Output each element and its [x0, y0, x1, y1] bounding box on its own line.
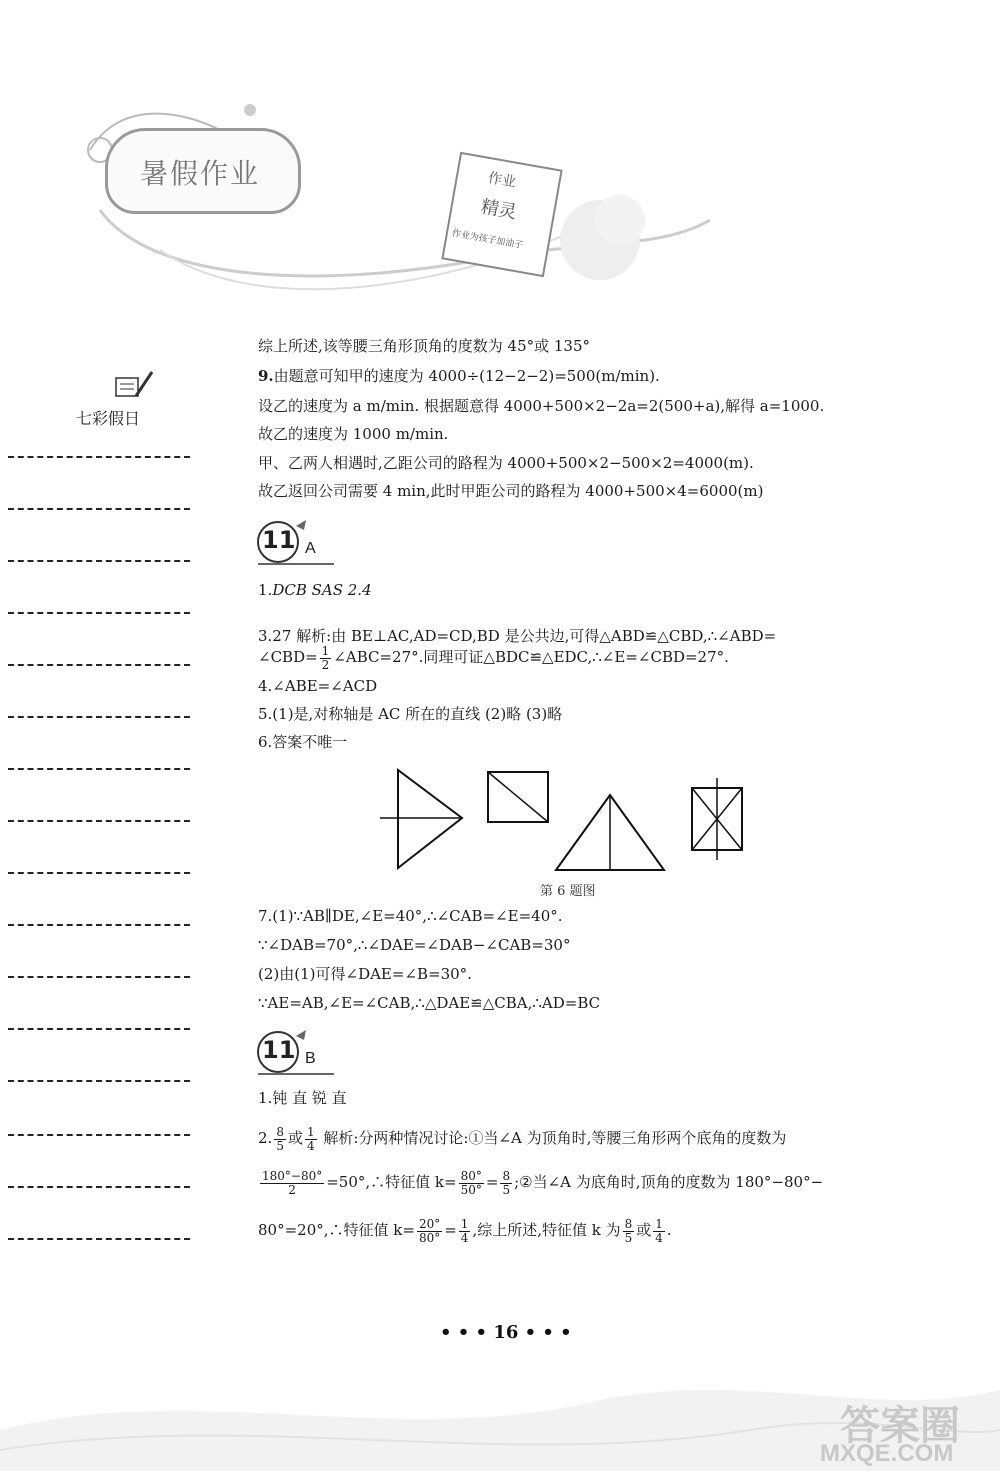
- banner-title: 暑假作业: [140, 157, 261, 190]
- q9-line-5: 故乙返回公司需要 4 min,此时甲距公司的路程为 4000+500×4=6000(m): [258, 482, 764, 500]
- note-line: [8, 768, 190, 770]
- pencil-icon: [112, 368, 156, 404]
- watermark: MXQE.COM: [820, 1440, 954, 1467]
- tag-line-3: 作业为孩子加油子: [451, 228, 524, 252]
- note-line: [8, 872, 190, 874]
- note-line: [8, 612, 190, 614]
- a1-line: [258, 580, 372, 600]
- b2-line-2: $\frac{180^\circ-80^\circ}{2}$ =50°,∴特征值 k= $\frac{80^\circ}{50^\circ}$ = $\frac{8}{5}$ ;②当∠A 为底角时,顶角的度数为 180°−80°−: [262, 1168, 824, 1197]
- q9-line-4: 甲、乙两人相遇时,乙距公司的路程为 4000+500×2−500×2=4000(m).: [258, 454, 754, 472]
- q9-line-3: 故乙的速度为 1000 m/min.: [258, 425, 449, 443]
- q6-figure: [380, 760, 760, 880]
- note-line: [8, 1238, 190, 1240]
- a6-line: 6.答案不唯一: [258, 733, 348, 751]
- text-line: 综上所述,该等腰三角形顶角的度数为 45°或 135°: [258, 337, 591, 355]
- a3-line-2: [258, 642, 729, 672]
- note-line: [8, 1134, 190, 1136]
- b2-text: 解析:分两种情况讨论:①当∠A 为顶角时,等腰三角形两个底角的度数为: [318, 1129, 787, 1147]
- b2-number: 2.: [258, 1129, 273, 1147]
- b1-line: 1.钝 直 锐 直: [258, 1089, 347, 1107]
- note-line: [8, 924, 190, 926]
- b2-l3-text-b: ,综上所述,特征值 k 为: [472, 1221, 621, 1239]
- a1-number: 1.: [258, 581, 273, 599]
- note-line: [8, 508, 190, 510]
- b2-l2-text-a: =50°,∴特征值 k=: [326, 1173, 457, 1191]
- section-b-letter: B: [305, 1050, 316, 1067]
- page-number: • • • 16 • • •: [440, 1322, 572, 1343]
- tag-line-2: 精灵: [479, 196, 519, 224]
- a7-line-4: ∵AE=AB,∠E=∠CAB,∴△DAE≌△CBA,∴AD=BC: [258, 994, 601, 1012]
- note-line: [8, 560, 190, 562]
- note-line: [8, 976, 190, 978]
- a3-line-1: 3.27 解析:由 BE⊥AC,AD=CD,BD 是公共边,可得△ABD≌△CBD,∴∠ABD=: [258, 627, 777, 645]
- section-a-number: 11: [262, 526, 296, 554]
- a1-text: DCB SAS 2.4: [272, 581, 372, 599]
- a5-line: 5.(1)是,对称轴是 AC 所在的直线 (2)略 (3)略: [258, 705, 563, 723]
- note-line: [8, 1028, 190, 1030]
- q9-text: 由题意可知甲的速度为 4000÷(12−2−2)=500(m/min).: [273, 367, 660, 385]
- section-a-letter: A: [305, 540, 316, 557]
- sidebar-label: 七彩假日: [76, 409, 141, 428]
- b2-l2-fraction-1: $\frac{180^\circ-80^\circ}{2}$: [262, 1168, 323, 1197]
- note-line: [8, 716, 190, 718]
- note-line: [8, 664, 190, 666]
- q6-caption: 第 6 题图: [540, 884, 596, 899]
- watermark-cn: 答案圈: [840, 1403, 960, 1449]
- q9-line-2: 设乙的速度为 a m/min. 根据题意得 4000+500×2−2a=2(500+a),解得 a=1000.: [258, 397, 825, 415]
- a7-line-2: ∵∠DAB=70°,∴∠DAE=∠DAB−∠CAB=30°: [258, 936, 571, 954]
- a3-text-a: ∠CBD=: [258, 648, 318, 666]
- a7-line-3: (2)由(1)可得∠DAE=∠B=30°.: [258, 965, 472, 983]
- a3-text-b: ∠ABC=27°.同理可证△BDC≌△EDC,∴∠E=∠CBD=27°.: [333, 648, 729, 666]
- b2-line-3: 80°=20°,∴特征值 k= $\frac{20^\circ}{80^\circ}$ = $\frac{1}{4}$ ,综上所述,特征值 k 为 $\frac{8}{5}$ 或 $\frac{1}{4}$ .: [258, 1216, 672, 1245]
- a7-line-1: 7.(1)∵AB∥DE,∠E=40°,∴∠CAB=∠E=40°.: [258, 907, 563, 925]
- tag-line-1: 作业: [486, 170, 518, 191]
- a3-fraction: $\frac{1}{2}$: [321, 643, 330, 672]
- b2-or: 或: [287, 1129, 303, 1147]
- a4-line: 4.∠ABE=∠ACD: [258, 677, 378, 695]
- b2-line-1: 2. $\frac{8}{5}$ 或 $\frac{1}{4}$ 解析:分两种情况讨论:①当∠A 为顶角时,等腰三角形两个底角的度数为: [258, 1124, 787, 1153]
- b2-l3-text-a: 80°=20°,∴特征值 k=: [258, 1221, 415, 1239]
- q9-number: 9.: [258, 367, 274, 385]
- section-b-number: 11: [262, 1036, 296, 1064]
- note-line: [8, 456, 190, 458]
- q9-line-1: [258, 366, 660, 386]
- note-line: [8, 1080, 190, 1082]
- note-line: [8, 1186, 190, 1188]
- note-line: [8, 820, 190, 822]
- b2-l2-text-b: ;②当∠A 为底角时,顶角的度数为 180°−80°−: [514, 1173, 824, 1191]
- spirit-tag: [441, 152, 562, 277]
